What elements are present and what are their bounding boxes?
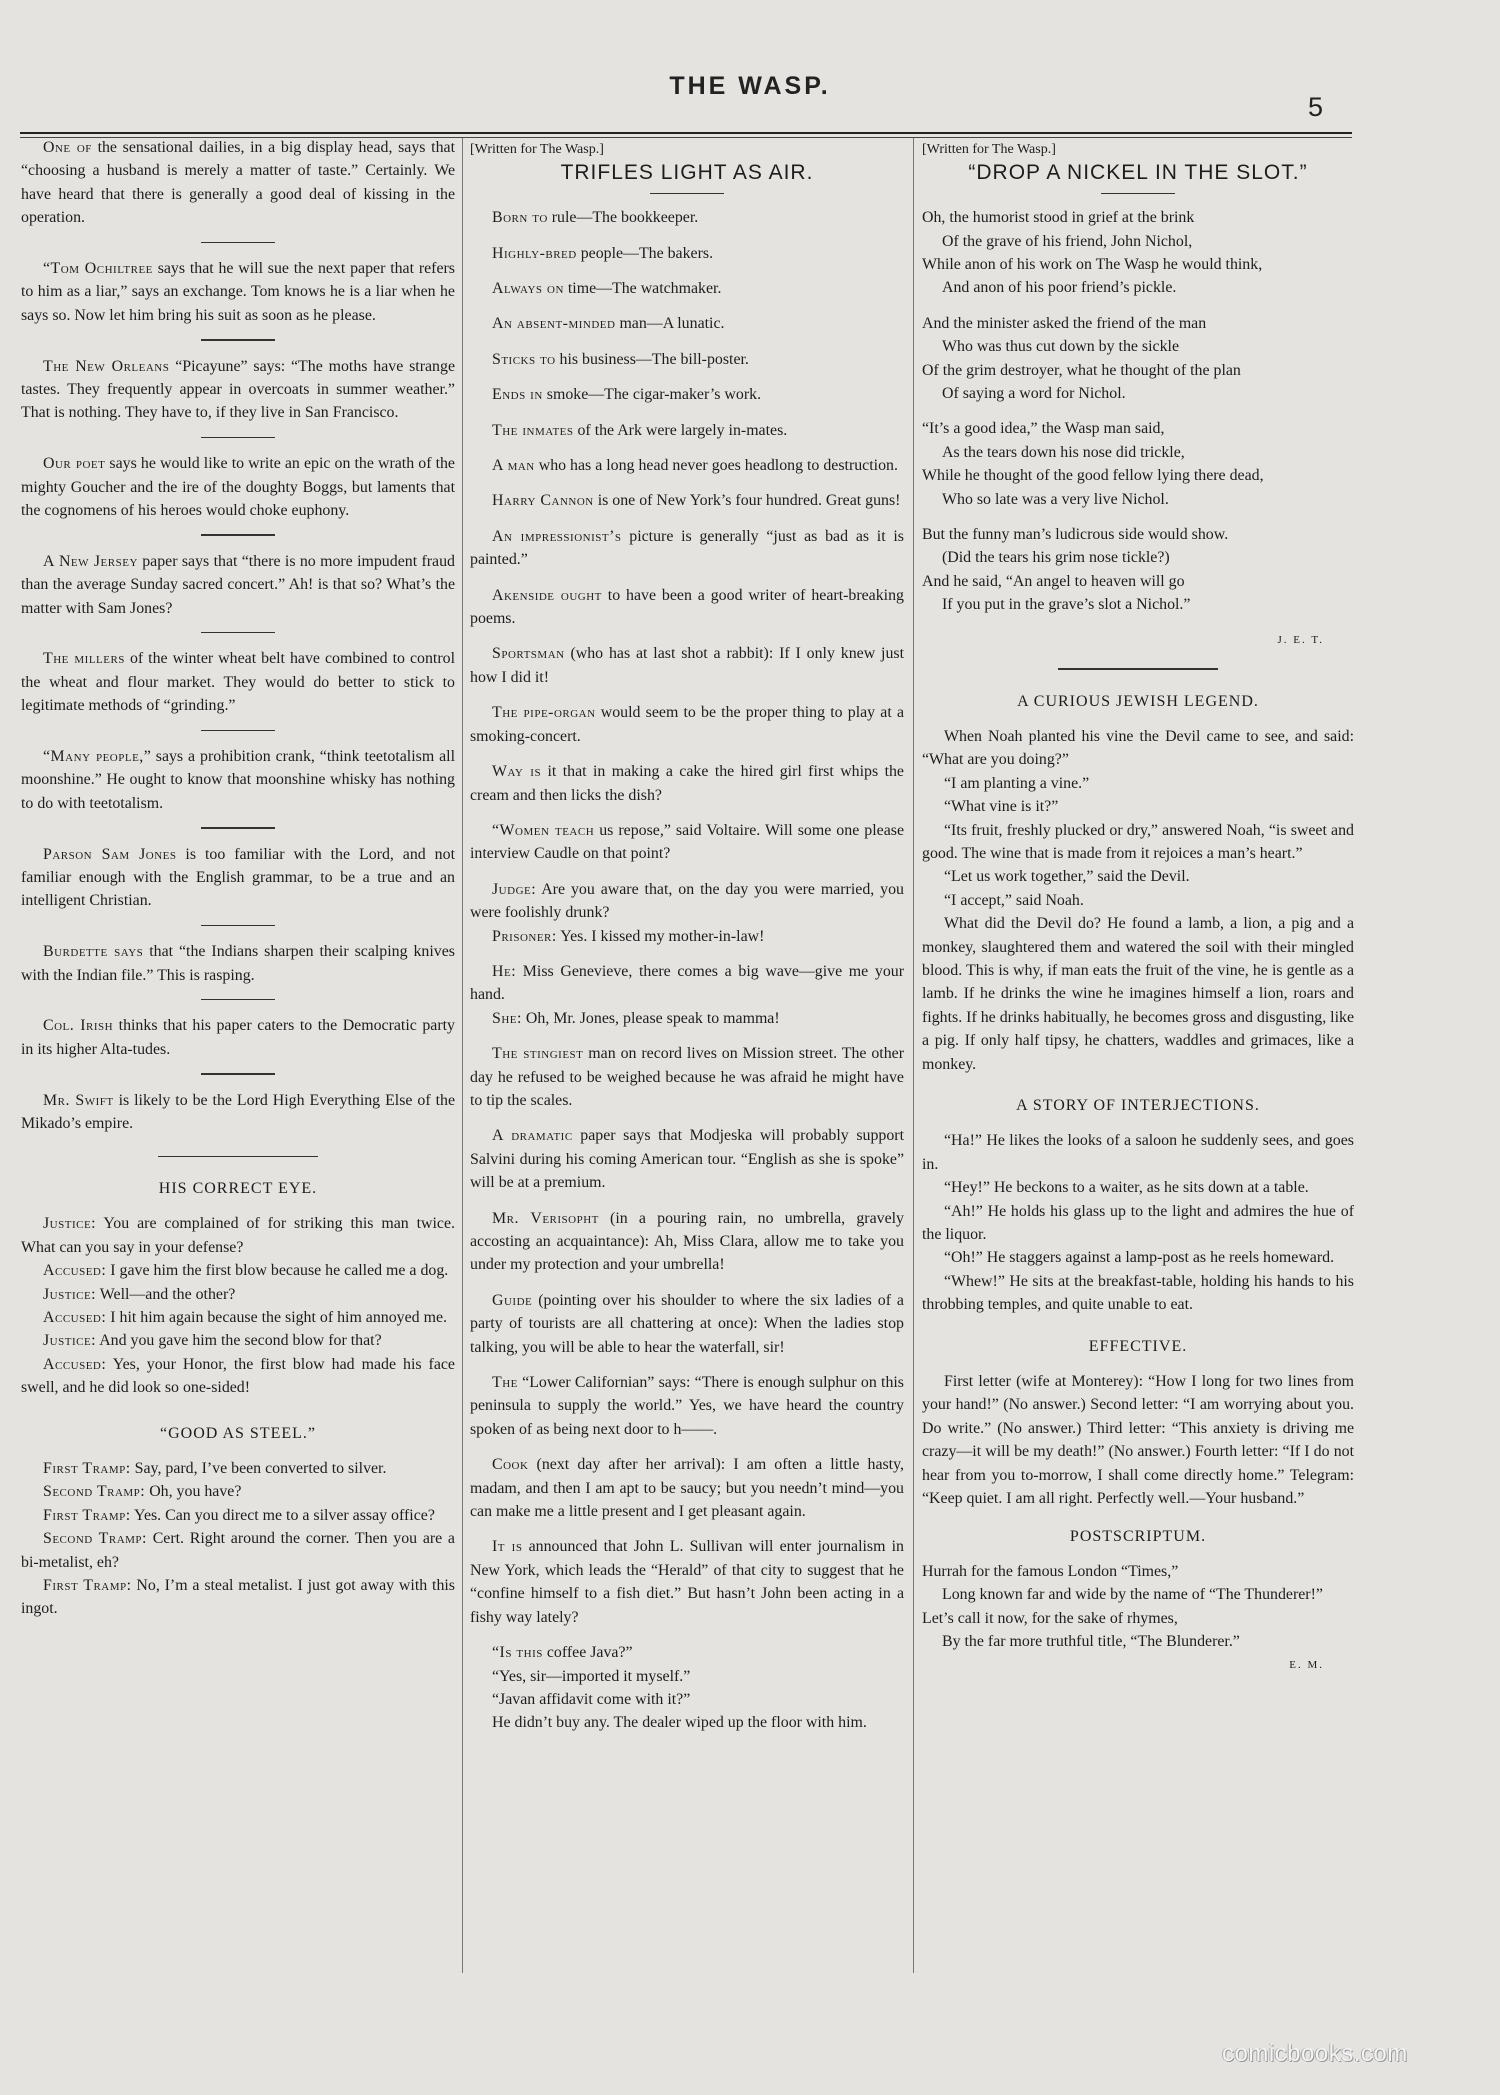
column-1 <box>21 136 455 1621</box>
paragraph-text: I gave him the first blow because he called me a dog. <box>106 1262 449 1280</box>
squib <box>470 584 904 631</box>
dialogue-line <box>21 1527 455 1574</box>
dialogue-line <box>470 1665 904 1688</box>
stanza <box>922 1560 1354 1654</box>
lead-in: Cook <box>492 1456 529 1474</box>
stanza <box>922 417 1354 511</box>
paragraph-text: Say, pard, I’ve been converted to silver. <box>130 1459 387 1477</box>
lead-in: Way is <box>492 763 542 781</box>
heading-drop-a-nickel: “DROP A NICKEL IN THE SLOT.” <box>968 161 1308 185</box>
lead-in: Prisoner: <box>492 927 557 945</box>
paragraph-text: Well—and the other? <box>96 1285 236 1303</box>
poem-postscriptum <box>922 1560 1354 1654</box>
lead-in: Justice: <box>43 1332 97 1350</box>
lead-in: Second Tramp: <box>43 1483 146 1501</box>
header-rule <box>20 132 1352 134</box>
paragraph-text: is too familiar with the Lord, and not familiar enough with the English grammar, to be a true and an intelligent Christian. <box>21 845 455 910</box>
dialogue-java <box>470 1641 904 1735</box>
squib <box>21 355 455 425</box>
trifle <box>470 348 904 371</box>
legend-paragraph: “What vine is it?” <box>944 798 1059 816</box>
verse-line: “It’s a good idea,” the Wasp man said, <box>922 420 1165 438</box>
dialogue-line <box>21 1574 455 1621</box>
lead-in: Sticks to <box>492 350 556 368</box>
paragraph-text: (pointing over his shoulder to where the six ladies of a party of tourists are all chattering at once): When the ladies stop talking, you will be able to hear the waterfall, sir! <box>470 1291 904 1356</box>
verse-line: While anon of his work on The Wasp he would think, <box>922 256 1263 274</box>
lead-in: Our poet <box>43 455 106 473</box>
lead-in: A man <box>492 457 535 475</box>
verse-line: Oh, the humorist stood in grief at the brink <box>922 209 1195 227</box>
masthead-title: THE WASP. <box>669 72 831 100</box>
column-2 <box>470 136 904 1735</box>
paragraph-text: is likely to be the Lord High Everything Else of the Mikado’s empire. <box>21 1091 455 1133</box>
verse-line: While he thought of the good fellow lying there dead, <box>922 467 1264 485</box>
squib <box>470 1124 904 1194</box>
dialogue-line <box>470 925 904 948</box>
item-separator <box>201 925 275 926</box>
lead-in: Guide <box>492 1291 533 1309</box>
lead-in: The <box>492 1374 518 1392</box>
paragraph-text: “Picayune” says: “The moths have strange tastes. They frequently appear in overcoats in summer weather.” That is nothing. They have to, if they live in San Francisco. <box>21 357 455 422</box>
lead-in: Justice: <box>43 1285 97 1303</box>
column-2-squibs-2 <box>470 1042 904 1629</box>
section-divider <box>650 193 724 194</box>
signature-em: E. M. <box>1289 1658 1324 1671</box>
squib <box>21 940 455 987</box>
item-separator <box>201 1073 275 1074</box>
section-divider <box>1101 193 1175 194</box>
interjection-paragraph: “Hey!” He beckons to a waiter, as he sits down at a table. <box>944 1179 1309 1197</box>
squib <box>21 745 455 815</box>
squib <box>21 550 455 620</box>
paragraph-text: that “the Indians sharpen their scalping knives with the Indian file.” This is rasping. <box>21 943 455 984</box>
dialogue-line <box>21 1504 455 1527</box>
lead-in: Highly-bred <box>492 244 577 262</box>
paragraph-text: Oh, you have? <box>145 1483 242 1501</box>
squib <box>21 136 455 230</box>
verse-line: And he said, “An angel to heaven will go <box>922 572 1185 590</box>
squib <box>21 843 455 913</box>
lead-in: A New Jersey <box>43 552 138 570</box>
legend-paragraph: “I accept,” said Noah. <box>944 891 1084 909</box>
legend-paragraph: “Let us work together,” said the Devil. <box>944 868 1190 886</box>
dialogue-line <box>21 1480 455 1503</box>
paragraph-text: (next day after her arrival): I am often a little hasty, madam, and then I am apt to be saucy; but you needn’t mind—you can make me a little present and I get pleasant again. <box>470 1456 904 1521</box>
squib <box>21 1089 455 1136</box>
lead-in: Accused: <box>43 1262 107 1280</box>
dialogue-line <box>470 1711 904 1734</box>
dialogue-line <box>21 1353 455 1400</box>
lead-in: First Tramp: <box>43 1506 131 1524</box>
dialogue-line <box>470 1688 904 1711</box>
trifle <box>470 277 904 300</box>
lead-in: Judge: <box>492 880 537 898</box>
section-divider <box>1058 668 1218 669</box>
stanza <box>922 312 1354 406</box>
verse-line: Of the grave of his friend, John Nichol, <box>942 232 1193 250</box>
dialogue-his-correct-eye <box>21 1212 455 1413</box>
lead-in: Akenside ought <box>492 586 602 604</box>
paragraph-text: paper says that “there is no more impudent fraud than the average Sunday sacred concert.” Ah! is that so? What’s the matter with Sam Jones? <box>21 552 455 617</box>
lead-in: First Tramp: <box>43 1576 132 1594</box>
paragraph-text: rule—The bookkeeper. <box>547 209 699 227</box>
squib <box>470 489 904 512</box>
paragraph-text: man on record lives on Mission street. The other day he refused to be weighed because he was afraid he might have to tip the scales. <box>470 1045 904 1109</box>
lead-in: Mr. Verisopht <box>492 1209 599 1227</box>
trifle <box>470 206 904 229</box>
item-separator <box>201 632 275 633</box>
item-separator <box>201 437 275 438</box>
dialogue-line <box>470 960 904 1007</box>
paragraph-text: says that he will sue the next paper that refers to him as a liar,” says an exchange. Tom knows he is a liar when he says so. Now let him bring his suit as soon as he please. <box>21 260 455 324</box>
lead-in: Always on <box>492 280 564 298</box>
paragraph-text: says he would like to write an epic on the wrath of the mighty Goucher and the ire of the doughty Boggs, but laments that the cognomens of his heroes would choke euphony. <box>21 455 455 520</box>
squib <box>470 760 904 807</box>
dialogue-line <box>21 1259 455 1282</box>
item-separator <box>201 242 275 243</box>
paragraph-text: He didn’t buy any. The dealer wiped up the floor with him. <box>492 1714 867 1732</box>
poem-drop-a-nickel <box>922 206 1354 617</box>
story-interjections <box>922 1129 1354 1316</box>
paragraph-text: thinks that his paper caters to the Democratic party in its higher Alta-tudes. <box>21 1017 455 1058</box>
item-separator <box>201 730 275 731</box>
lead-in: Second Tramp: <box>43 1530 147 1548</box>
paragraph-text: ” says a prohibition crank, “think teetotalism all moonshine.” He ought to know that moonshine whisky has nothing to do with teetotalism. <box>21 748 455 812</box>
paragraph-text: us repose,” said Voltaire. Will some one please interview Caudle on that point? <box>470 821 904 863</box>
column-2-squibs <box>470 454 904 866</box>
squib <box>470 1042 904 1112</box>
legend-paragraph: When Noah planted his vine the Devil came to see, and said: “What are you doing?” <box>922 727 1354 769</box>
verse-line: Who so late was a very live Nichol. <box>942 490 1169 508</box>
dialogue-line <box>470 1641 904 1664</box>
heading-jewish-legend: A CURIOUS JEWISH LEGEND. <box>1017 692 1259 710</box>
verse-line: Let’s call it now, for the sake of rhymes, <box>922 1609 1178 1627</box>
squib <box>470 819 904 866</box>
lead-in: “Is this <box>492 1644 543 1662</box>
lead-in: The stingiest <box>492 1045 584 1063</box>
stanza <box>922 523 1354 617</box>
lead-in: Parson Sam Jones <box>43 845 177 863</box>
verse-line: If you put in the grave’s slot a Nichol.” <box>942 596 1191 614</box>
written-for-note: [Written for The Wasp.] <box>470 142 604 157</box>
dialogue-good-as-steel <box>21 1457 455 1621</box>
squib <box>470 454 904 477</box>
paragraph-text: And you gave him the second blow for that? <box>96 1332 382 1350</box>
trifles-list <box>470 206 904 442</box>
verse-line: As the tears down his nose did trickle, <box>942 443 1185 461</box>
legend-paragraph: “Its fruit, freshly plucked or dry,” answered Noah, “is sweet and good. The wine that is made from it rejoices a man’s heart.” <box>922 821 1354 862</box>
lead-in: Mr. Swift <box>43 1091 114 1109</box>
item-separator <box>201 534 275 535</box>
trifle <box>470 312 904 335</box>
verse-line: Hurrah for the famous London “Times,” <box>922 1562 1179 1580</box>
paragraph-text: Cert. Right around the corner. Then you are a bi-metalist, eh? <box>21 1530 455 1571</box>
heading-good-as-steel: “GOOD AS STEEL.” <box>160 1424 316 1442</box>
paragraph-text: Yes, your Honor, the first blow had made his face swell, and he did look so one-sided! <box>21 1355 455 1397</box>
paragraph-text: (who has at last shot a rabbit): If I only knew just how I did it! <box>470 645 904 686</box>
page-number: 5 <box>1308 92 1324 122</box>
signature-jet: J. E. T. <box>1277 633 1324 646</box>
lead-in: An absent-minded <box>492 315 616 333</box>
dialogue-he-she <box>470 960 904 1042</box>
squib <box>21 257 455 327</box>
squib <box>470 1453 904 1523</box>
squib <box>470 525 904 572</box>
interjection-paragraph: “Ha!” He likes the looks of a saloon he suddenly sees, and goes in. <box>922 1132 1354 1173</box>
lead-in: The New Orleans <box>43 357 170 375</box>
verse-line: And anon of his poor friend’s pickle. <box>942 279 1177 297</box>
lead-in: Accused: <box>43 1308 107 1326</box>
lead-in: Accused: <box>43 1355 107 1373</box>
column-divider-2 <box>913 138 914 1973</box>
paragraph-text: who has a long head never goes headlong to destruction. <box>534 457 898 475</box>
section-divider <box>158 1156 318 1157</box>
paragraph-text: Yes. I kissed my mother-in-law! <box>556 927 765 945</box>
paragraph-text: smoke—The cigar-maker’s work. <box>542 386 762 404</box>
lead-in: The inmates <box>492 421 574 439</box>
lead-in: A dramatic <box>492 1127 573 1145</box>
heading-his-correct-eye: HIS CORRECT EYE. <box>158 1179 318 1197</box>
paragraph-text: is one of New York’s four hundred. Great guns! <box>593 492 901 510</box>
lead-in: Sportsman <box>492 645 565 663</box>
paragraph-text: “Yes, sir—imported it myself.” <box>492 1667 691 1685</box>
paragraph-text: coffee Java?” <box>542 1644 633 1662</box>
verse-line: Who was thus cut down by the sickle <box>942 338 1179 356</box>
paragraph-text: the sensational dailies, in a big display head, says that “choosing a husband is merely a matter of taste.” Certainly. We have heard that there is generally a good deal of kissing in the operation. <box>21 139 455 227</box>
legend-paragraph: “I am planting a vine.” <box>944 774 1090 792</box>
dialogue-line <box>21 1283 455 1306</box>
paragraph-text: of the winter wheat belt have combined to control the wheat and flour market. They would do better to stick to legitimate methods of “grinding.” <box>21 650 455 715</box>
squib <box>470 1535 904 1629</box>
paragraph-text: time—The watchmaker. <box>563 280 722 298</box>
heading-effective: EFFECTIVE. <box>1088 1337 1188 1355</box>
squib <box>21 452 455 522</box>
lead-in: It is <box>492 1538 523 1556</box>
paragraph-text: No, I’m a steal metalist. I just got away with this ingot. <box>21 1576 455 1618</box>
item-separator <box>201 827 275 828</box>
lead-in: Born to <box>492 209 548 227</box>
dialogue-line <box>470 878 904 925</box>
paragraph-text: to have been a good writer of heart-breaking poems. <box>470 586 904 628</box>
story-jewish-legend <box>922 725 1354 1076</box>
dialogue-line <box>21 1329 455 1352</box>
lead-in: “Many people, <box>43 748 144 766</box>
column-divider-1 <box>462 138 463 1973</box>
column-1-squibs <box>21 136 455 1136</box>
squib <box>470 642 904 689</box>
paragraph-text: his business—The bill-poster. <box>555 350 749 368</box>
lead-in: Ends in <box>492 386 543 404</box>
lead-in: One of <box>43 139 92 156</box>
paragraph-text: (in a pouring rain, no umbrella, gravely accosting an acquaintance): Ah, Miss Clara, allow me to take you under my protection and your umbrella! <box>470 1209 904 1274</box>
paragraph-text: picture is generally “just as bad as it is painted.” <box>470 527 904 569</box>
squib <box>470 1371 904 1441</box>
paragraph-text: You are complained of for striking this man twice. What can you say in your defense? <box>21 1215 455 1256</box>
verse-line: But the funny man’s ludicrous side would show. <box>922 526 1229 544</box>
verse-line: Of saying a word for Nichol. <box>942 385 1126 403</box>
lead-in: First Tramp: <box>43 1459 131 1477</box>
paragraph-text: announced that John L. Sullivan will enter journalism in New York, which leads the “Herald” of that city to suggest that he “confine himself to a fish diet.” But hasn’t John been acting in a fishy way lately? <box>470 1538 904 1626</box>
squib <box>21 647 455 717</box>
legend-paragraph: What did the Devil do? He found a lamb, a lion, a pig and a monkey, slaughtered them and watered the soil with their mingled blood. This is why, if man eats the fruit of the vine, he is gentle as a lamb. If he drinks the wine he imagines himself a lion, roars and fights. If he drinks habitually, he becomes gross and disgusting, like a pig. If only half tipsy, he chatters, waddles and grimaces, like a monkey. <box>922 915 1354 1073</box>
paragraph-text: “Javan affidavit come with it?” <box>492 1690 691 1708</box>
paragraph-text: Are you aware that, on the day you were married, you were foolishly drunk? <box>470 880 904 922</box>
item-separator <box>201 999 275 1000</box>
lead-in: Harry Cannon <box>492 492 594 510</box>
verse-line: (Did the tears his grim nose tickle?) <box>942 549 1170 567</box>
story-effective: First letter (wife at Monterey): “How I long for two lines from your hand!” (No answer.) Second letter: “I am worrying about you. Do write.” (No answer.) Third letter: “This anxiety is driving me crazy—it will be my death!” (No answer.) Fourth letter: “If I do not hear from you to-morrow, I shall come directly home.” Telegram: “Keep quiet. I am all right. Perfectly well.—Your husband.” <box>922 1373 1354 1508</box>
paragraph-text: man—A lunatic. <box>615 315 725 333</box>
dialogue-line <box>470 1007 904 1030</box>
paragraph-text: Miss Genevieve, there comes a big wave—give me your hand. <box>470 962 904 1004</box>
paragraph-text: people—The bakers. <box>576 244 714 262</box>
paragraph-text: it that in making a cake the hired girl first whips the cream and then licks the dish? <box>470 763 904 804</box>
paragraph-text: of the Ark were largely in-mates. <box>573 421 788 439</box>
lead-in: She: <box>492 1009 522 1027</box>
stanza <box>922 206 1354 300</box>
dialogue-line <box>21 1457 455 1480</box>
lead-in: An impressionist’s <box>492 527 622 545</box>
squib <box>470 1289 904 1359</box>
trifle <box>470 383 904 406</box>
paragraph-text: paper says that Modjeska will probably support Salvini during his coming American tour. “English as she is spoke” will be at a premium. <box>470 1127 904 1192</box>
lead-in: He: <box>492 962 517 980</box>
lead-in: Burdette says <box>43 943 144 961</box>
lead-in: “Women teach <box>492 821 595 839</box>
dialogue-line <box>21 1212 455 1259</box>
heading-interjections: A STORY OF INTERJECTIONS. <box>1016 1097 1260 1114</box>
lead-in: The pipe-organ <box>492 704 596 722</box>
item-separator <box>201 339 275 340</box>
squib <box>470 701 904 748</box>
verse-line: Of the grim destroyer, what he thought of the plan <box>922 361 1241 379</box>
lead-in: Col. Irish <box>43 1017 114 1035</box>
column-3 <box>922 136 1354 1693</box>
verse-line: Long known far and wide by the name of “The Thunderer!” <box>942 1586 1323 1604</box>
verse-line: By the far more truthful title, “The Blunderer.” <box>942 1633 1240 1651</box>
lead-in: The millers <box>43 650 125 668</box>
paragraph-text: I hit him again because the sight of him annoyed me. <box>106 1308 447 1326</box>
paragraph-text: “Lower Californian” says: “There is enough sulphur on this peninsula to supply the world.” Yes, we have heard the country spoken of as being next door to h——. <box>470 1374 904 1438</box>
paragraph-text: Oh, Mr. Jones, please speak to mamma! <box>521 1009 780 1027</box>
interjection-paragraph: “Ah!” He holds his glass up to the light and admires the hue of the liquor. <box>922 1202 1354 1244</box>
verse-line: And the minister asked the friend of the man <box>922 314 1207 332</box>
trifle <box>470 419 904 442</box>
dialogue-line <box>21 1306 455 1329</box>
heading-postscriptum: POSTSCRIPTUM. <box>1069 1527 1207 1545</box>
squib <box>21 1014 455 1061</box>
lead-in: “Tom Ochiltree <box>43 260 153 278</box>
interjection-paragraph: “Whew!” He sits at the breakfast-table, holding his hands to his throbbing temples, and quite unable to eat. <box>922 1272 1354 1314</box>
heading-trifles-light-as-air: TRIFLES LIGHT AS AIR. <box>560 161 814 185</box>
paragraph-text: would seem to be the proper thing to play at a smoking-concert. <box>470 704 904 745</box>
trifle <box>470 242 904 265</box>
written-for-note: [Written for The Wasp.] <box>922 142 1056 157</box>
dialogue-judge <box>470 878 904 960</box>
lead-in: Justice: <box>43 1215 97 1233</box>
interjection-paragraph: “Oh!” He staggers against a lamp-post as he reels homeward. <box>944 1249 1335 1267</box>
paragraph-text: Yes. Can you direct me to a silver assay office? <box>130 1506 435 1524</box>
watermark-text: comicbooks.com <box>1222 2040 1408 2067</box>
squib <box>470 1207 904 1277</box>
